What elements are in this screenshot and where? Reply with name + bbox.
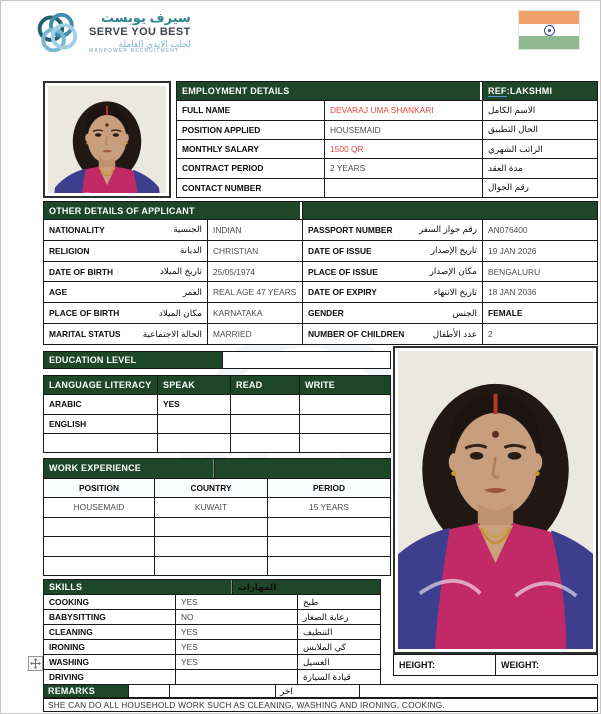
field-label: PASSPORT NUMBER bbox=[308, 224, 393, 235]
read-value bbox=[230, 415, 299, 433]
field-value: FEMALE bbox=[482, 303, 597, 323]
period-value: 15 YEARS bbox=[267, 498, 390, 517]
skill-label-arabic: التنظيف bbox=[297, 625, 380, 639]
other-details-row bbox=[44, 240, 597, 261]
other-details-row bbox=[44, 302, 597, 323]
column-header: READ bbox=[230, 376, 299, 394]
speak-value bbox=[157, 434, 230, 452]
field-label: MONTHLY SALARY bbox=[182, 144, 259, 155]
field-value: DEVARAJ UMA SHANKARI bbox=[324, 101, 482, 119]
other-details-row bbox=[44, 323, 597, 344]
field-label-arabic: الجنسية bbox=[173, 224, 202, 235]
column-header: POSITION bbox=[78, 482, 120, 493]
language-row bbox=[44, 394, 390, 413]
remarks-empty-cell bbox=[169, 685, 275, 697]
field-label: AGE bbox=[49, 287, 68, 298]
height-label: HEIGHT: bbox=[399, 660, 435, 670]
field-value: 2 bbox=[482, 324, 597, 344]
skills-table bbox=[43, 579, 381, 685]
agency-logo bbox=[31, 7, 191, 59]
remarks-empty-cell bbox=[359, 685, 597, 697]
skill-label: DRIVING bbox=[49, 672, 84, 682]
field-label-arabic: الديانة bbox=[179, 245, 202, 256]
column-header: COUNTRY bbox=[154, 479, 267, 498]
field-label: CONTRACT PERIOD bbox=[182, 163, 264, 174]
field-value: 19 JAN 2026 bbox=[482, 241, 597, 261]
speak-value bbox=[157, 415, 230, 433]
remarks-label: REMARKS bbox=[44, 685, 128, 697]
applicant-photo-large bbox=[393, 346, 598, 654]
remarks-label-arabic: اخر bbox=[275, 685, 359, 697]
language-row bbox=[44, 433, 390, 452]
logo-arabic-tagline: لجلب الايدي العاملة bbox=[118, 38, 191, 49]
field-value: INDIAN bbox=[207, 220, 302, 240]
skill-row bbox=[44, 669, 380, 684]
ref-value: LAKSHMI bbox=[509, 86, 553, 97]
field-label: PLACE OF BIRTH bbox=[49, 308, 120, 319]
column-header: WRITE bbox=[299, 376, 390, 394]
employment-details-table bbox=[176, 81, 598, 198]
column-header: SPEAK bbox=[157, 376, 230, 394]
work-experience-title: WORK EXPERIENCE bbox=[44, 459, 214, 478]
skill-row bbox=[44, 609, 380, 624]
field-value: 2 YEARS bbox=[324, 159, 482, 177]
skill-value bbox=[175, 670, 297, 684]
skill-label: IRONING bbox=[49, 642, 85, 652]
field-label: FULL NAME bbox=[182, 105, 231, 116]
education-level-bar bbox=[43, 351, 391, 369]
position-value bbox=[44, 557, 154, 576]
ref-label: REF bbox=[488, 85, 507, 96]
field-value: HOUSEMAID bbox=[324, 121, 482, 139]
field-label-arabic: مكان الميلاد bbox=[158, 307, 202, 318]
employment-row-position bbox=[177, 120, 597, 139]
field-label: RELIGION bbox=[49, 245, 90, 256]
employment-row-contract bbox=[177, 158, 597, 177]
employment-row-contact bbox=[177, 178, 597, 197]
experience-row bbox=[44, 497, 390, 517]
field-label: PLACE OF ISSUE bbox=[308, 266, 378, 277]
skill-label-arabic: طبخ bbox=[297, 595, 380, 609]
field-label-arabic: رقم الجوال bbox=[482, 179, 597, 197]
field-label-arabic: الحال التطبيق bbox=[482, 121, 597, 139]
experience-row bbox=[44, 517, 390, 537]
column-header: LANGUAGE LITERACY bbox=[44, 376, 157, 394]
field-label: DATE OF EXPIRY bbox=[308, 287, 377, 298]
skill-value: YES bbox=[175, 655, 297, 669]
work-experience-table bbox=[43, 458, 391, 576]
remarks-strip bbox=[43, 684, 598, 698]
field-label-arabic: الاسم الكامل bbox=[482, 101, 597, 119]
field-label-arabic: رقم جواز السفر bbox=[418, 224, 477, 235]
field-value: CHRISTIAN bbox=[207, 241, 302, 261]
language-name: ENGLISH bbox=[49, 418, 87, 429]
skill-label-arabic: كي الملابس bbox=[297, 640, 380, 654]
field-label-arabic: الجنس bbox=[452, 307, 477, 318]
skill-value: YES bbox=[175, 625, 297, 639]
employment-row-full-name bbox=[177, 100, 597, 119]
language-row bbox=[44, 414, 390, 433]
period-value bbox=[267, 518, 390, 537]
skill-label-arabic: رعاية الصغار bbox=[297, 610, 380, 624]
other-details-header-spacer bbox=[302, 202, 597, 219]
flag-green-stripe bbox=[519, 36, 579, 49]
education-value bbox=[222, 352, 390, 368]
read-value bbox=[230, 434, 299, 452]
field-label: MARITAL STATUS bbox=[49, 329, 121, 340]
logo-name: SERVE YOU BEST bbox=[89, 26, 191, 39]
skills-title: SKILLS bbox=[44, 580, 232, 594]
field-label-arabic: الحالة الاجتماعية bbox=[142, 328, 202, 339]
skill-row bbox=[44, 639, 380, 654]
field-label-arabic: تاريخ الانتهاء bbox=[433, 286, 477, 297]
position-value: HOUSEMAID bbox=[73, 502, 125, 513]
column-header: PERIOD bbox=[267, 479, 390, 498]
field-value: AN076400 bbox=[482, 220, 597, 240]
table-move-handle-icon[interactable] bbox=[28, 656, 43, 671]
field-label-arabic: مدة العقد bbox=[482, 159, 597, 177]
field-value: 1500 QR bbox=[324, 140, 482, 158]
other-details-row bbox=[44, 281, 597, 302]
country-value bbox=[154, 537, 267, 556]
skill-value: YES bbox=[175, 640, 297, 654]
other-details-row bbox=[44, 261, 597, 282]
field-label-arabic: عدد الأطفال bbox=[432, 328, 477, 339]
field-value: BENGALURU bbox=[482, 262, 597, 282]
language-literacy-table bbox=[43, 375, 391, 453]
flag-saffron-stripe bbox=[519, 11, 579, 24]
remarks-empty-cell bbox=[128, 685, 169, 697]
language-name bbox=[44, 434, 157, 452]
position-value bbox=[44, 537, 154, 556]
field-label: GENDER bbox=[308, 308, 344, 319]
skills-title-arabic: المهارات bbox=[232, 580, 380, 594]
skill-row bbox=[44, 654, 380, 669]
agency-logo-icon bbox=[31, 7, 83, 59]
applicant-photo-small bbox=[43, 81, 171, 198]
language-name: ARABIC bbox=[49, 399, 82, 410]
write-value bbox=[299, 434, 390, 452]
skill-label: WASHING bbox=[49, 657, 90, 667]
logo-tagline: MANPOWER RECRUITMENT bbox=[89, 48, 180, 55]
skill-value: NO bbox=[175, 610, 297, 624]
ashoka-chakra-icon bbox=[544, 25, 555, 36]
field-label-arabic: الراتب الشهري bbox=[482, 140, 597, 158]
country-value: KUWAIT bbox=[154, 498, 267, 517]
skill-label-arabic: قيادة السيارة bbox=[297, 670, 380, 684]
skill-row bbox=[44, 624, 380, 639]
india-flag bbox=[519, 11, 579, 49]
read-value bbox=[230, 395, 299, 413]
remarks-text: SHE CAN DO ALL HOUSEHOLD WORK SUCH AS CLEANING, WASHING AND IRONING, COOKING. bbox=[48, 700, 445, 710]
skill-label: COOKING bbox=[49, 597, 90, 607]
field-label-arabic: العمر bbox=[182, 286, 202, 297]
country-value bbox=[154, 557, 267, 576]
field-value bbox=[324, 179, 482, 197]
education-title: EDUCATION LEVEL bbox=[44, 352, 222, 368]
skill-label: CLEANING bbox=[49, 627, 93, 637]
weight-label: WEIGHT: bbox=[495, 655, 597, 675]
skill-value: YES bbox=[175, 595, 297, 609]
height-weight-row bbox=[393, 654, 598, 676]
skill-row bbox=[44, 594, 380, 609]
field-label-arabic: مكان الإصدار bbox=[429, 266, 477, 277]
speak-value: YES bbox=[157, 395, 230, 413]
field-value: 25/05/1974 bbox=[207, 262, 302, 282]
flag-white-stripe bbox=[519, 24, 579, 36]
employment-row-salary bbox=[177, 139, 597, 158]
period-value bbox=[267, 537, 390, 556]
employment-title: EMPLOYMENT DETAILS bbox=[177, 82, 482, 100]
field-label-arabic: تاريخ الميلاد bbox=[160, 266, 202, 277]
field-label: NATIONALITY bbox=[49, 224, 105, 235]
position-value bbox=[44, 518, 154, 537]
field-label: NUMBER OF CHILDREN bbox=[308, 329, 405, 340]
field-value: REAL AGE 47 YEARS bbox=[207, 282, 302, 302]
field-label: POSITION APPLIED bbox=[182, 124, 261, 135]
ref-sep: : bbox=[506, 86, 510, 97]
remarks-text-row bbox=[43, 698, 598, 712]
experience-row bbox=[44, 556, 390, 576]
experience-row bbox=[44, 536, 390, 556]
period-value bbox=[267, 557, 390, 576]
field-value: 18 JAN 2036 bbox=[482, 282, 597, 302]
field-label: DATE OF ISSUE bbox=[308, 245, 372, 256]
other-details-table bbox=[43, 201, 598, 345]
country-value bbox=[154, 518, 267, 537]
other-details-row bbox=[44, 219, 597, 240]
field-value: KARNATAKA bbox=[207, 303, 302, 323]
field-label: DATE OF BIRTH bbox=[49, 266, 114, 277]
logo-arabic-name: سيرف يوبست bbox=[100, 10, 191, 26]
field-label-arabic: تاريخ الإصدار bbox=[430, 245, 477, 256]
field-value: MARRIED bbox=[207, 324, 302, 344]
employment-ref bbox=[482, 82, 597, 100]
skill-label: BABYSITTING bbox=[49, 612, 106, 622]
other-details-title: OTHER DETAILS OF APPLICANT bbox=[44, 202, 302, 219]
skill-label-arabic: الغسيل bbox=[297, 655, 380, 669]
write-value bbox=[299, 415, 390, 433]
work-experience-header-spacer bbox=[214, 459, 390, 478]
write-value bbox=[299, 395, 390, 413]
field-label: CONTACT NUMBER bbox=[182, 182, 262, 193]
